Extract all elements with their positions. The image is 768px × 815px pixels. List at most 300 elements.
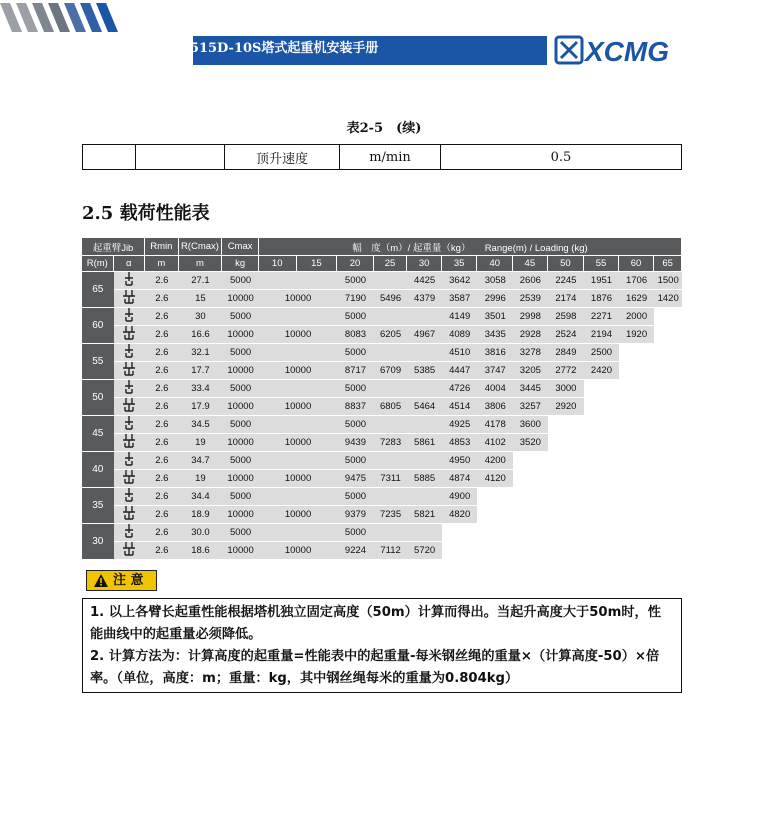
table-cell: 4425 — [407, 271, 442, 289]
table-cell: 5000 — [222, 343, 259, 361]
manual-title: XGT6515D-10S塔式起重机安装手册 — [150, 41, 379, 56]
table-cell — [477, 505, 513, 523]
table-cell — [619, 451, 655, 469]
table-cell: 9475 — [337, 469, 374, 487]
table-cell — [548, 415, 585, 433]
table-cell: 4120 — [477, 469, 513, 487]
table-cell: 2539 — [513, 289, 548, 307]
table-cell: 4900 — [442, 487, 478, 505]
table-row — [82, 451, 682, 469]
table-cell: 33.4 — [179, 379, 223, 397]
table-cell — [654, 469, 682, 487]
table-cell — [619, 379, 655, 397]
table-cell: 5000 — [337, 271, 374, 289]
table-cell — [548, 523, 585, 541]
r-unit-header: R(m) — [82, 255, 114, 271]
table-cell: 9439 — [337, 433, 374, 451]
table-cell — [513, 487, 548, 505]
table-cell: 2.6 — [145, 541, 179, 559]
double-reeving-icon — [114, 505, 146, 523]
table-cell: 7311 — [374, 469, 408, 487]
table-cell: 2.6 — [145, 487, 179, 505]
table-cell — [259, 451, 337, 469]
table-cell — [259, 379, 337, 397]
table-cell: 1951 — [584, 271, 619, 289]
range-header-cell: 50 — [548, 255, 585, 271]
table-cell: 0.5 — [441, 145, 682, 170]
table-cell — [83, 145, 136, 170]
table-row — [82, 415, 682, 433]
table-cell: 3747 — [477, 361, 513, 379]
table-cell: 27.1 — [179, 271, 223, 289]
table-cell: 19 — [179, 433, 223, 451]
table-cell — [407, 379, 442, 397]
table-cell — [619, 397, 655, 415]
table-cell: 顶升速度 — [225, 145, 340, 170]
table-cell: 2.6 — [145, 469, 179, 487]
table-cell — [619, 487, 655, 505]
cmax-unit: kg — [222, 255, 259, 271]
table-cell: 2.6 — [145, 523, 179, 541]
table-cell: 4726 — [442, 379, 478, 397]
svg-text:XCMG: XCMG — [585, 36, 669, 66]
table-cell: 2.6 — [145, 379, 179, 397]
table-cell — [654, 325, 682, 343]
table-cell: 3520 — [513, 433, 548, 451]
note-item: 2. 计算方法为：计算高度的起重量=性能表中的起重量-每米钢丝绳的重量×（计算高度-50）×倍率。（单位，高度：m；重量：kg，其中钢丝绳每米的重量为0.804kg） — [90, 649, 660, 686]
table-cell: 5000 — [222, 415, 259, 433]
table-cell: 2245 — [548, 271, 585, 289]
range-loading-header: 幅 度（m）/ 起重量（kg） Range(m) / Loading (kg) — [259, 238, 682, 255]
table-cell: 4967 — [407, 325, 442, 343]
table-cell: 2.6 — [145, 397, 179, 415]
double-reeving-icon — [114, 469, 146, 487]
table-cell — [374, 415, 408, 433]
table-cell — [584, 433, 619, 451]
header-row-1 — [82, 238, 682, 255]
table-row — [82, 469, 682, 487]
table-cell: 10000 — [259, 469, 337, 487]
table-cell: 2.6 — [145, 433, 179, 451]
table-cell: 4089 — [442, 325, 478, 343]
table-cell: 7190 — [337, 289, 374, 307]
range-header-cell: 30 — [407, 255, 442, 271]
table-cell: 10000 — [259, 541, 337, 559]
table-cell: 5000 — [337, 343, 374, 361]
table-row — [82, 397, 682, 415]
table-cell: 4102 — [477, 433, 513, 451]
table-cell: 4874 — [442, 469, 478, 487]
table-cell: 34.7 — [179, 451, 223, 469]
table-cell — [374, 487, 408, 505]
table-cell: 3816 — [477, 343, 513, 361]
range-header-cell: 15 — [297, 255, 338, 271]
table-cell: 2194 — [584, 325, 619, 343]
table-cell: 2.6 — [145, 325, 179, 343]
table-cell: 6709 — [374, 361, 408, 379]
table-cell: 5000 — [337, 487, 374, 505]
table-cell — [442, 523, 478, 541]
table-row — [82, 433, 682, 451]
table-cell — [513, 541, 548, 559]
single-reeving-icon — [114, 451, 146, 469]
double-reeving-icon — [114, 289, 146, 307]
jib-length-cell: 55 — [82, 343, 114, 379]
header-row-2 — [82, 255, 682, 271]
table-cell — [584, 469, 619, 487]
table-cell: 9379 — [337, 505, 374, 523]
table-cell: 10000 — [222, 541, 259, 559]
jib-length-cell: 35 — [82, 487, 114, 523]
table-cell: 7112 — [374, 541, 408, 559]
table-cell: 17.9 — [179, 397, 223, 415]
table-cell — [477, 487, 513, 505]
table-cell: 3445 — [513, 379, 548, 397]
notes-box — [82, 598, 682, 693]
table-cell — [259, 523, 337, 541]
table-cell: 5464 — [407, 397, 442, 415]
table-cell: 4950 — [442, 451, 478, 469]
range-header-cell: 60 — [619, 255, 655, 271]
table-cell: 5000 — [337, 415, 374, 433]
table-cell: 2598 — [548, 307, 585, 325]
table-cell: 1876 — [584, 289, 619, 307]
table-cell — [513, 451, 548, 469]
table-cell — [548, 451, 585, 469]
continued-table — [82, 144, 682, 170]
table-cell: 7283 — [374, 433, 408, 451]
table-cell — [654, 487, 682, 505]
table-cell — [259, 487, 337, 505]
table-cell: 3257 — [513, 397, 548, 415]
table-cell: 16.6 — [179, 325, 223, 343]
table-cell: 2.6 — [145, 343, 179, 361]
table-cell — [654, 307, 682, 325]
table-cell: 5000 — [222, 487, 259, 505]
table-cell: 5000 — [337, 307, 374, 325]
section-title: 2.5 载荷性能表 — [82, 203, 210, 224]
table-cell: 5496 — [374, 289, 408, 307]
table-cell — [407, 343, 442, 361]
table-cell: m/min — [340, 145, 441, 170]
note-item: 1. 以上各臂长起重性能根据塔机独立固定高度（50m）计算而得出。当起升高度大于50m时，性能曲线中的起重量必须降低。 — [90, 605, 661, 642]
table-cell: 5885 — [407, 469, 442, 487]
table-row — [82, 271, 682, 289]
table-cell: 34.4 — [179, 487, 223, 505]
table-cell: 2772 — [548, 361, 585, 379]
rmin-unit: m — [145, 255, 179, 271]
table-cell: 32.1 — [179, 343, 223, 361]
table-cell: 3435 — [477, 325, 513, 343]
table-cell — [513, 469, 548, 487]
table-cell: 3642 — [442, 271, 478, 289]
cmax-header: Cmax — [222, 238, 259, 255]
table-cell — [374, 271, 408, 289]
table-cell: 1500 — [654, 271, 682, 289]
table-cell: 4379 — [407, 289, 442, 307]
table-cell: 10000 — [222, 433, 259, 451]
table-cell: 2996 — [477, 289, 513, 307]
table-cell: 2.6 — [145, 361, 179, 379]
table-cell: 18.9 — [179, 505, 223, 523]
caution-badge — [86, 570, 157, 591]
table-cell — [513, 523, 548, 541]
table-cell — [259, 307, 337, 325]
jib-length-cell: 30 — [82, 523, 114, 559]
table-cell: 2998 — [513, 307, 548, 325]
table-row — [82, 289, 682, 307]
single-reeving-icon — [114, 271, 146, 289]
jib-header: 起重臂Jib — [82, 238, 145, 255]
table-cell — [407, 523, 442, 541]
table-cell: 2.6 — [145, 271, 179, 289]
table-cell: 10000 — [222, 469, 259, 487]
table-cell — [654, 433, 682, 451]
table-cell: 5000 — [222, 451, 259, 469]
table-cell — [548, 487, 585, 505]
table-cell: 10000 — [222, 397, 259, 415]
range-header-cell: 35 — [442, 255, 478, 271]
table-cell: 2920 — [548, 397, 585, 415]
table-cell: 5000 — [222, 307, 259, 325]
table-cell: 10000 — [222, 325, 259, 343]
table-cell: 4925 — [442, 415, 478, 433]
table-cell — [654, 541, 682, 559]
table-cell — [374, 451, 408, 469]
table-cell: 5000 — [222, 523, 259, 541]
table-cell: 5000 — [337, 451, 374, 469]
table-cell — [584, 451, 619, 469]
table-cell — [548, 433, 585, 451]
table-cell: 10000 — [222, 289, 259, 307]
table-cell — [374, 523, 408, 541]
table-cell — [654, 415, 682, 433]
table-cell: 4004 — [477, 379, 513, 397]
table-cell — [619, 541, 655, 559]
table-cell: 5861 — [407, 433, 442, 451]
table-cell — [584, 541, 619, 559]
table-cell: 8837 — [337, 397, 374, 415]
table-cell — [477, 523, 513, 541]
table-cell: 15 — [179, 289, 223, 307]
table-cell: 18.6 — [179, 541, 223, 559]
table-cell — [619, 415, 655, 433]
rmin-header: Rmin — [145, 238, 179, 255]
single-reeving-icon — [114, 343, 146, 361]
table-cell — [548, 505, 585, 523]
range-header-cell: 40 — [477, 255, 513, 271]
table-cell: 5821 — [407, 505, 442, 523]
table-cell — [407, 415, 442, 433]
table-cell: 10000 — [259, 361, 337, 379]
table-cell: 10000 — [222, 505, 259, 523]
table-cell — [619, 469, 655, 487]
table-cell: 3587 — [442, 289, 478, 307]
table-cell: 3600 — [513, 415, 548, 433]
table-cell: 10000 — [259, 289, 337, 307]
table-cell: 4178 — [477, 415, 513, 433]
table-cell: 30.0 — [179, 523, 223, 541]
table-cell: 2.6 — [145, 307, 179, 325]
range-header-cell: 25 — [374, 255, 408, 271]
range-header-cell: 65 — [654, 255, 682, 271]
table-cell: 10000 — [259, 325, 337, 343]
table-cell: 1706 — [619, 271, 655, 289]
table-cell — [654, 523, 682, 541]
table-cell — [584, 505, 619, 523]
table-cell: 5385 — [407, 361, 442, 379]
double-reeving-icon — [114, 361, 146, 379]
single-reeving-icon — [114, 307, 146, 325]
table-cell: 2849 — [548, 343, 585, 361]
jib-length-cell: 40 — [82, 451, 114, 487]
table-cell — [584, 523, 619, 541]
table-cell — [548, 541, 585, 559]
jib-length-cell: 45 — [82, 415, 114, 451]
table-cell: 4853 — [442, 433, 478, 451]
table-cell: 1920 — [619, 325, 655, 343]
table-caption: 表2-5 (续) — [346, 121, 422, 136]
table-cell — [619, 433, 655, 451]
range-header-cell: 20 — [337, 255, 374, 271]
table-row — [82, 307, 682, 325]
table-cell: 5000 — [222, 379, 259, 397]
alpha-header: α — [114, 255, 146, 271]
table-cell: 2.6 — [145, 415, 179, 433]
table-cell — [374, 307, 408, 325]
load-performance-table — [82, 238, 682, 559]
table-cell: 19 — [179, 469, 223, 487]
stripes-decoration — [0, 0, 120, 33]
table-cell — [407, 307, 442, 325]
caution-label: 注 意 — [113, 573, 144, 588]
table-cell — [584, 379, 619, 397]
table-cell — [259, 343, 337, 361]
jib-length-cell: 60 — [82, 307, 114, 343]
table-cell: 2420 — [584, 361, 619, 379]
table-cell: 4149 — [442, 307, 478, 325]
table-cell: 5000 — [222, 271, 259, 289]
table-cell: 8083 — [337, 325, 374, 343]
table-row — [82, 361, 682, 379]
table-cell — [654, 361, 682, 379]
range-header-cell: 10 — [259, 255, 297, 271]
table-cell — [513, 505, 548, 523]
table-cell: 4514 — [442, 397, 478, 415]
table-cell — [548, 469, 585, 487]
table-row — [82, 343, 682, 361]
table-cell: 10000 — [259, 433, 337, 451]
table-cell: 17.7 — [179, 361, 223, 379]
double-reeving-icon — [114, 433, 146, 451]
table-cell — [584, 415, 619, 433]
table-cell: 2000 — [619, 307, 655, 325]
table-cell: 2174 — [548, 289, 585, 307]
xcmg-logo — [553, 34, 685, 66]
single-reeving-icon — [114, 487, 146, 505]
table-cell: 4820 — [442, 505, 478, 523]
table-cell: 5000 — [337, 523, 374, 541]
range-header-cell: 45 — [513, 255, 548, 271]
double-reeving-icon — [114, 541, 146, 559]
table-cell: 4200 — [477, 451, 513, 469]
table-cell: 3000 — [548, 379, 585, 397]
table-cell: 2524 — [548, 325, 585, 343]
table-cell: 8717 — [337, 361, 374, 379]
table-cell — [654, 505, 682, 523]
table-cell: 10000 — [259, 397, 337, 415]
table-cell — [654, 397, 682, 415]
table-cell: 4447 — [442, 361, 478, 379]
table-row — [82, 487, 682, 505]
table-cell: 4510 — [442, 343, 478, 361]
table-row — [82, 325, 682, 343]
double-reeving-icon — [114, 397, 146, 415]
table-cell — [259, 415, 337, 433]
table-cell — [619, 523, 655, 541]
rcmax-unit: m — [179, 255, 223, 271]
table-cell: 2271 — [584, 307, 619, 325]
single-reeving-icon — [114, 523, 146, 541]
table-cell: 2928 — [513, 325, 548, 343]
table-cell — [407, 487, 442, 505]
table-row — [82, 541, 682, 559]
table-row — [83, 145, 682, 170]
table-cell: 10000 — [222, 361, 259, 379]
table-cell: 3501 — [477, 307, 513, 325]
table-cell: 6805 — [374, 397, 408, 415]
table-cell: 2500 — [584, 343, 619, 361]
single-reeving-icon — [114, 379, 146, 397]
table-cell: 9224 — [337, 541, 374, 559]
table-cell — [654, 379, 682, 397]
table-cell — [136, 145, 225, 170]
table-cell — [654, 343, 682, 361]
single-reeving-icon — [114, 415, 146, 433]
jib-length-cell: 50 — [82, 379, 114, 415]
table-cell: 2606 — [513, 271, 548, 289]
table-cell: 3806 — [477, 397, 513, 415]
table-cell — [619, 505, 655, 523]
jib-length-cell: 65 — [82, 271, 114, 307]
warning-icon — [93, 573, 109, 588]
table-cell — [259, 271, 337, 289]
table-cell: 34.5 — [179, 415, 223, 433]
table-cell: 2.6 — [145, 289, 179, 307]
table-cell: 5720 — [407, 541, 442, 559]
table-cell: 7235 — [374, 505, 408, 523]
table-cell: 3205 — [513, 361, 548, 379]
table-row — [82, 505, 682, 523]
double-reeving-icon — [114, 325, 146, 343]
table-cell — [584, 397, 619, 415]
table-row — [82, 379, 682, 397]
table-cell: 1629 — [619, 289, 655, 307]
range-header-cell: 55 — [584, 255, 619, 271]
table-cell: 1420 — [654, 289, 682, 307]
table-cell: 3278 — [513, 343, 548, 361]
rcmax-header: R(Cmax) — [179, 238, 223, 255]
table-cell — [619, 361, 655, 379]
table-cell — [477, 541, 513, 559]
table-cell: 6205 — [374, 325, 408, 343]
table-cell — [619, 343, 655, 361]
table-cell: 2.6 — [145, 505, 179, 523]
table-cell — [584, 487, 619, 505]
table-cell — [407, 451, 442, 469]
table-cell — [374, 343, 408, 361]
table-cell: 30 — [179, 307, 223, 325]
